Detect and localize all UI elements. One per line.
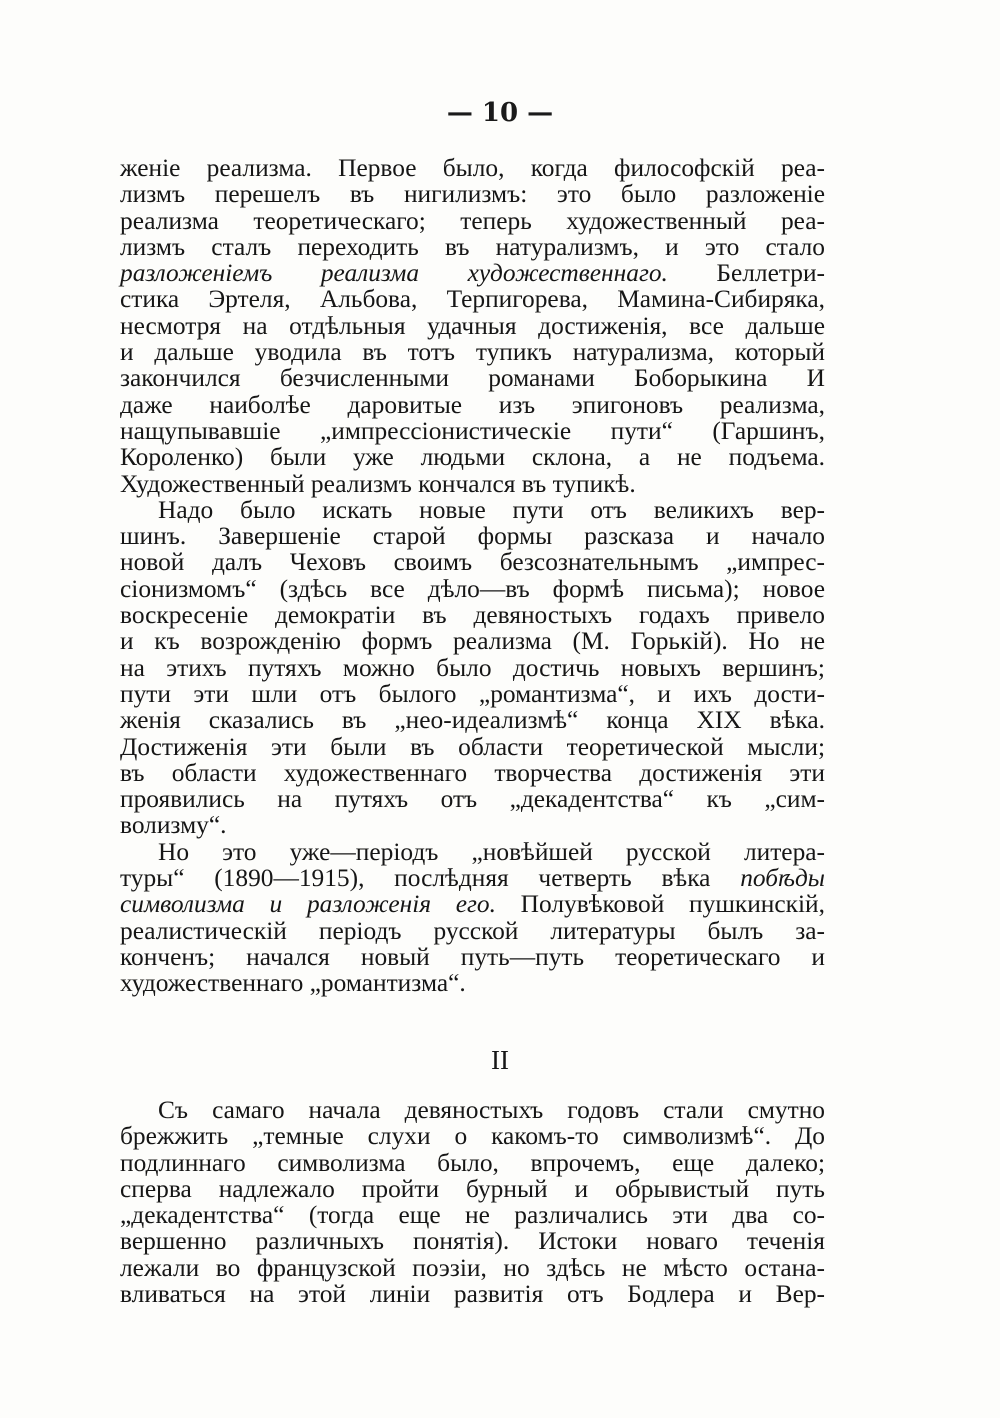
text-line: [120, 471, 825, 497]
text-line: [120, 1202, 825, 1228]
text-line: [120, 260, 825, 286]
line-text: вливаться на этой линіи развитія отъ Бодлера и Вер-: [120, 1280, 825, 1309]
text-block-1: [120, 155, 825, 997]
line-text: лежали во французской поэзіи, но здѣсь не мѣсто остана-: [120, 1253, 825, 1282]
text-line: [120, 339, 825, 365]
line-text: воскресеніе демократіи въ девяностыхъ годахъ привело: [120, 601, 825, 630]
line-text: и къ возрожденію формъ реализма (М. Горькій). Но не: [120, 627, 825, 656]
text-line: [120, 313, 825, 339]
text-line: [120, 155, 825, 181]
line-text: Съ самаго начала девяностыхъ годовъ стали смутно: [158, 1096, 825, 1124]
text-line: [120, 1123, 825, 1149]
line-text: новой далъ Чеховъ своимъ безсознательнымъ „импрес-: [120, 548, 825, 577]
text-line: [120, 1228, 825, 1254]
text-line: [120, 655, 825, 681]
text-line: [120, 1281, 825, 1307]
line-text: стика Эртеля, Альбова, Терпигорева, Мамина-Сибиряка,: [120, 285, 825, 314]
text-line: [120, 602, 825, 628]
text-line: [120, 286, 825, 312]
line-text: „декадентства“ (тогда еще не различались эти два со-: [120, 1201, 825, 1230]
text-line: [120, 234, 825, 260]
italic-phrase: символизма и разложенія его.: [120, 890, 496, 919]
line-text: туры“ (1890—1915), послѣдняя четверть вѣка: [120, 864, 741, 893]
line-text: Художественный реализмъ кончался въ тупикѣ.: [120, 469, 636, 498]
line-text: Короленко) были уже людьми склона, а не подъема.: [120, 443, 825, 472]
page-number: — 10 —: [446, 98, 554, 128]
text-line: [120, 681, 825, 707]
line-text: брежжить „темные слухи о какомъ-то символизмѣ“. До: [120, 1122, 825, 1151]
text-line: [120, 1176, 825, 1202]
line-text: проявились на путяхъ отъ „декадентства“ къ „сим-: [120, 785, 825, 814]
text-line: [120, 918, 825, 944]
text-line: [120, 365, 825, 391]
line-text: лизмъ сталъ переходить въ натурализмъ, и это стало: [120, 232, 825, 261]
text-line: [120, 970, 825, 996]
line-text: даже наиболѣе даровитые изъ эпигоновъ реализма,: [120, 390, 825, 419]
text-line: [120, 497, 825, 523]
line-text: сперва надлежало пройти бурный и обрывистый путь: [120, 1174, 825, 1203]
text-line: [120, 786, 825, 812]
line-text: нащупывавшіе „импрессіонистическіе пути“ (Гаршинъ,: [120, 416, 825, 445]
text-line: [120, 891, 825, 917]
text-line: [120, 628, 825, 654]
text-line: [120, 418, 825, 444]
line-text: подлиннаго символизма было, впрочемъ, еще далеко;: [120, 1148, 825, 1177]
line-text: Беллетри-: [667, 259, 825, 288]
text-line: [120, 812, 825, 838]
line-text: Достиженія эти были въ области теоретической мысли;: [120, 732, 825, 761]
text-line: [120, 839, 825, 865]
text-line: [120, 734, 825, 760]
text-line: [120, 1150, 825, 1176]
text-block-2: [120, 1097, 825, 1307]
line-text: Полувѣковой пушкинскій,: [495, 890, 825, 919]
line-text: волизму“.: [120, 811, 227, 840]
line-text: сіонизмомъ“ (здѣсь все дѣло—въ формѣ письма); новое: [120, 574, 825, 603]
line-text: женіе реализма. Первое было, когда философскій реа-: [120, 154, 825, 182]
text-line: [120, 707, 825, 733]
text-line: [120, 444, 825, 470]
text-line: [120, 208, 825, 234]
text-line: [120, 1255, 825, 1281]
text-line: [120, 944, 825, 970]
text-line: [120, 523, 825, 549]
line-text: и дальше уводила въ тотъ тупикъ натурализма, который: [120, 338, 825, 367]
line-text: закончился безчисленными романами Боборыкина И: [120, 364, 825, 393]
italic-phrase: побѣды: [740, 864, 825, 893]
text-line: [120, 181, 825, 207]
italic-phrase: разложеніемъ реализма художественнаго.: [120, 259, 668, 288]
text-line: [120, 392, 825, 418]
text-line: [120, 549, 825, 575]
line-text: Но это уже—періодъ „новѣйшей русской литера-: [158, 837, 825, 866]
text-line: [120, 865, 825, 891]
line-text: вершенно различныхъ понятія). Истоки новаго теченія: [120, 1227, 825, 1256]
line-text: на этихъ путяхъ можно было достичь новыхъ вершинъ;: [120, 653, 825, 682]
text-line: [120, 576, 825, 602]
line-text: реалистическій періодъ русской литературы былъ за-: [120, 916, 825, 945]
line-text: женія сказались въ „нео-идеализмѣ“ конца XIX вѣка.: [120, 706, 825, 735]
text-line: [120, 1097, 825, 1123]
line-text: Надо было искать новые пути отъ великихъ вер-: [158, 495, 825, 524]
line-text: реализма теоретическаго; теперь художественный реа-: [120, 206, 825, 235]
section-heading: II: [491, 1045, 509, 1075]
line-text: въ области художественнаго творчества достиженія эти: [120, 758, 825, 787]
text-line: [120, 760, 825, 786]
line-text: конченъ; начался новый путь—путь теоретическаго и: [120, 942, 825, 971]
line-text: пути эти шли отъ былого „романтизма“, и ихъ дости-: [120, 679, 825, 708]
line-text: шинъ. Завершеніе старой формы разсказа и начало: [120, 522, 825, 551]
line-text: художественнаго „романтизма“.: [120, 969, 466, 998]
line-text: лизмъ перешелъ въ нигилизмъ: это было разложеніе: [120, 180, 825, 209]
line-text: несмотря на отдѣльныя удачныя достиженія, все дальше: [120, 311, 825, 340]
